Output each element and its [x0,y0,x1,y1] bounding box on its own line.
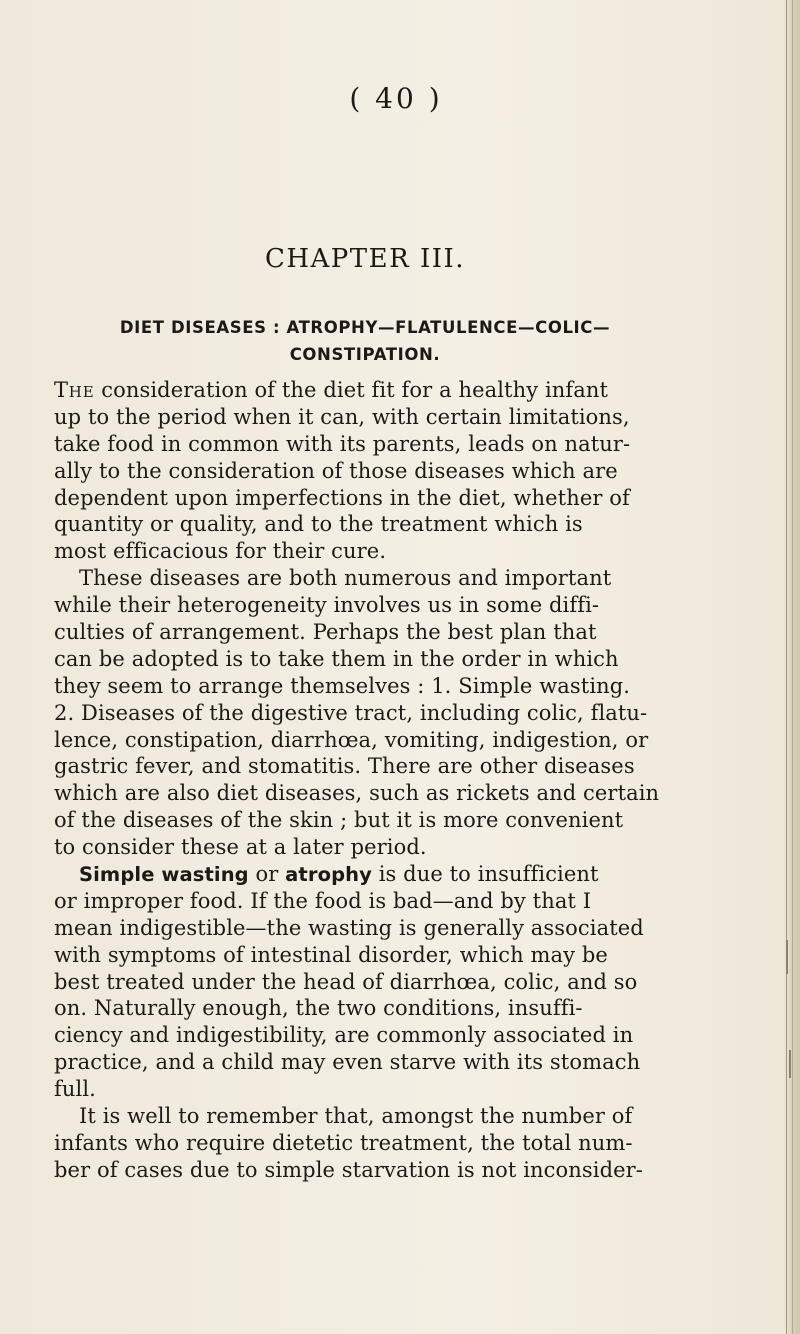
chapter-subtitle-line1: DIET DISEASES : ATROPHY—FLATULENCE—COLIC— [119,318,611,337]
text-line: quantity or quality, and to the treatment which is [54,512,583,537]
page-edge [782,0,800,1334]
text-line: up to the period when it can, with certain limitations, [54,404,630,429]
text-line: infants who require dietetic treatment, the total num- [54,1130,633,1155]
text-line: most efficacious for their cure. [54,539,387,564]
text-line: 2. Diseases of the digestive tract, including colic, flatu- [54,700,648,725]
chapter-subtitle-line2: CONSTIPATION. [289,345,441,364]
edge-mark [789,1050,791,1078]
text-line: take food in common with its parents, leads on natur- [54,431,631,456]
body-text [54,377,754,1184]
text-line: which are also diet diseases, such as rickets and certain [54,781,660,806]
chapter-title: CHAPTER III. [264,244,466,274]
text-line: they seem to arrange themselves : 1. Simple wasting. [54,673,631,698]
edge-mark [786,940,788,974]
text-line: ciency and indigestibility, are commonly associated in [54,1023,634,1048]
text-line: on. Naturally enough, the two conditions, insuffi- [54,996,583,1021]
text-line: These diseases are both numerous and important [79,566,612,591]
bold-term: atrophy [285,863,372,887]
paragraph-lead-word: The [54,378,95,402]
text-fragment: or [248,862,286,887]
text-line: to consider these at a later period. [54,835,427,860]
text-line: of the diseases of the skin ; but it is more convenient [54,808,624,833]
bold-term: Simple wasting [79,863,249,887]
text-line: mean indigestible—the wasting is generally associated [54,915,644,940]
text-line: dependent upon imperfections in the diet, whether of [54,485,630,510]
text-line: or improper food. If the food is bad—and by that I [54,888,592,913]
page-number: ( 40 ) [349,82,443,115]
text-line: can be adopted is to take them in the order in which [54,646,619,671]
text-fragment: is due to insufficient [371,862,599,887]
text-line: practice, and a child may even starve with its stomach [54,1050,641,1075]
text-line: full. [54,1077,96,1102]
text-line: culties of arrangement. Perhaps the best plan that [54,620,597,645]
text-line: ber of cases due to simple starvation is not inconsider- [54,1157,643,1182]
text-line: with symptoms of intestinal disorder, which may be [54,942,608,967]
text-line: best treated under the head of diarrhœa, colic, and so [54,969,638,994]
text-fragment: consideration of the diet fit for a healthy infant [94,378,609,402]
text-line [54,377,754,404]
text-line: gastric fever, and stomatitis. There are other diseases [54,754,635,779]
text-line: ally to the consideration of those diseases which are [54,458,618,483]
text-line [54,861,754,888]
text-line: while their heterogeneity involves us in some diffi- [54,593,600,618]
text-line: lence, constipation, diarrhœa, vomiting, indigestion, or [54,727,649,752]
text-line: It is well to remember that, amongst the number of [79,1104,633,1129]
